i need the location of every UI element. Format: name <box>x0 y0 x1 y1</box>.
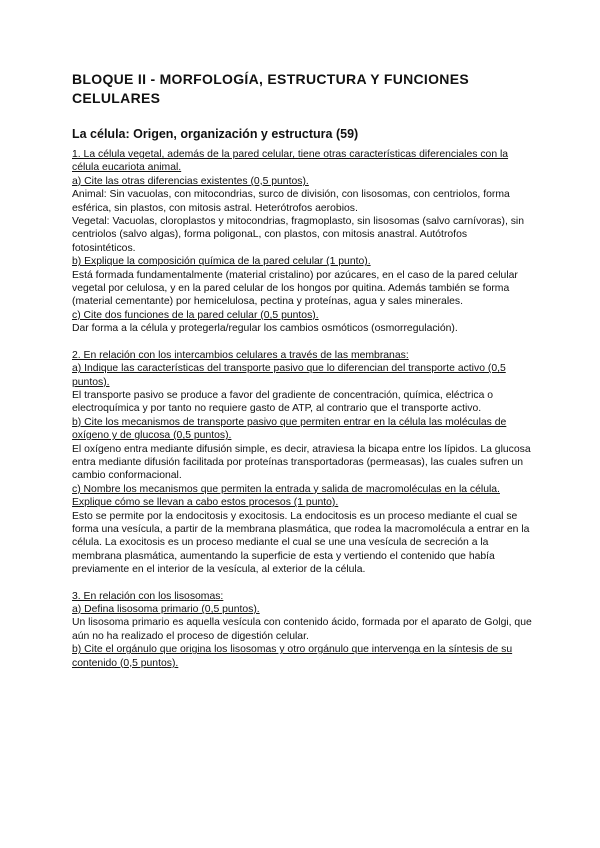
question-2-text: 2. En relación con los intercambios celulares a través de las membranas: <box>72 349 409 361</box>
document-page <box>72 70 532 670</box>
spacer <box>72 336 532 349</box>
question-2a-label: a) Indique las características del transporte pasivo que lo diferencian del transporte activo (0,5 puntos). <box>72 363 506 388</box>
question-1c-label: c) Cite dos funciones de la pared celular (0,5 puntos). <box>72 309 319 321</box>
page-title: BLOQUE II - MORFOLOGÍA, ESTRUCTURA Y FUNCIONES CELULARES <box>72 71 469 106</box>
question-3a-label: a) Defina lisosoma primario (0,5 puntos). <box>72 604 260 615</box>
spacer <box>72 577 532 590</box>
question-2c-label: c) Nombre los mecanismos que permiten la entrada y salida de macromoléculas en la célula. Explique cómo se llevan a cabo estos procesos (1 punto). <box>72 483 500 509</box>
question-3-text: 3. En relación con los lisosomas: <box>72 590 224 602</box>
question-1a-answer-animal: Animal: Sin vacuolas, con mitocondrias, surco de división, con lisosomas, con centriolos, forma esférica, sin plastos, con mitosis astral. Heterótrofos aerobios. <box>72 189 510 214</box>
question-3a-answer: Un lisosoma primario es aquella vesícula con contenido ácido, formada por el aparato de Golgi, que aún no ha realizado el proceso de digestión celular. <box>72 617 532 642</box>
question-2a-answer: El transporte pasivo se produce a favor del gradiente de concentración, química, eléctrica o electroquímica y por tanto no requiere gasto de ATP, al contrario que el transporte activo. <box>72 389 494 415</box>
question-2b-label: b) Cite los mecanismos de transporte pasivo que permiten entrar en la célula las moléculas de oxígeno y de glucosa (0,5 puntos). <box>72 416 507 442</box>
question-2 <box>72 349 532 577</box>
question-2c-answer: Esto se permite por la endocitosis y exocitosis. La endocitosis es un proceso mediante el cual se forma una vesícula, a partir de la membrana plasmática, que rodea la macromolécula a entrar en la célula. La exocitosis es un proceso mediante el cual se une una vesícula de secreción a la membrana plasmática, aumentando la superficie de esta y vertiendo el contenido que había previamente en el interior de la vesícula, al exterior de la célula. <box>72 510 530 576</box>
question-3 <box>72 590 532 670</box>
question-1a-answer-vegetal: Vegetal: Vacuolas, cloroplastos y mitocondrias, fragmoplasto, sin lisosomas (salvo carnívoras), sin centriolos (salvo algas), forma poligonaL, con plastos, con mitosis anastral. Autótrofos fotosintéticos. <box>72 216 524 254</box>
question-1c-answer: Dar forma a la célula y protegerla/regular los cambios osmóticos (osmorregulación). <box>72 323 458 335</box>
question-1a-label: a) Cite las otras diferencias existentes (0,5 puntos). <box>72 175 309 187</box>
question-1b-label: b) Explique la composición química de la pared celular (1 punto). <box>72 256 371 268</box>
question-3b-label: b) Cite el orgánulo que origina los lisosomas y otro orgánulo que intervenga en la síntesis de su contenido (0,5 puntos). <box>72 644 513 669</box>
question-1 <box>72 148 532 336</box>
question-2b-answer: El oxígeno entra mediante difusión simple, es decir, atraviesa la bicapa entre los lípidos. La glucosa entra mediante difusión facilitada por proteínas transportadoras (permeasas), las cuales sufren un cambio conformacional. <box>72 443 531 482</box>
section-subtitle: La célula: Origen, organización y estructura (59) <box>72 127 359 141</box>
question-1-text: 1. La célula vegetal, además de la pared celular, tiene otras características diferenciales con la célula eucariota animal. <box>72 149 509 174</box>
question-1b-answer: Está formada fundamentalmente (material cristalino) por azúcares, en el caso de la pared celular vegetal por celulosa, y en la pared celular de los hongos por quitina. Además también se forma (material cementante) por hemicelulosa, pectina y proteínas, agua y sales minerales. <box>72 269 518 308</box>
